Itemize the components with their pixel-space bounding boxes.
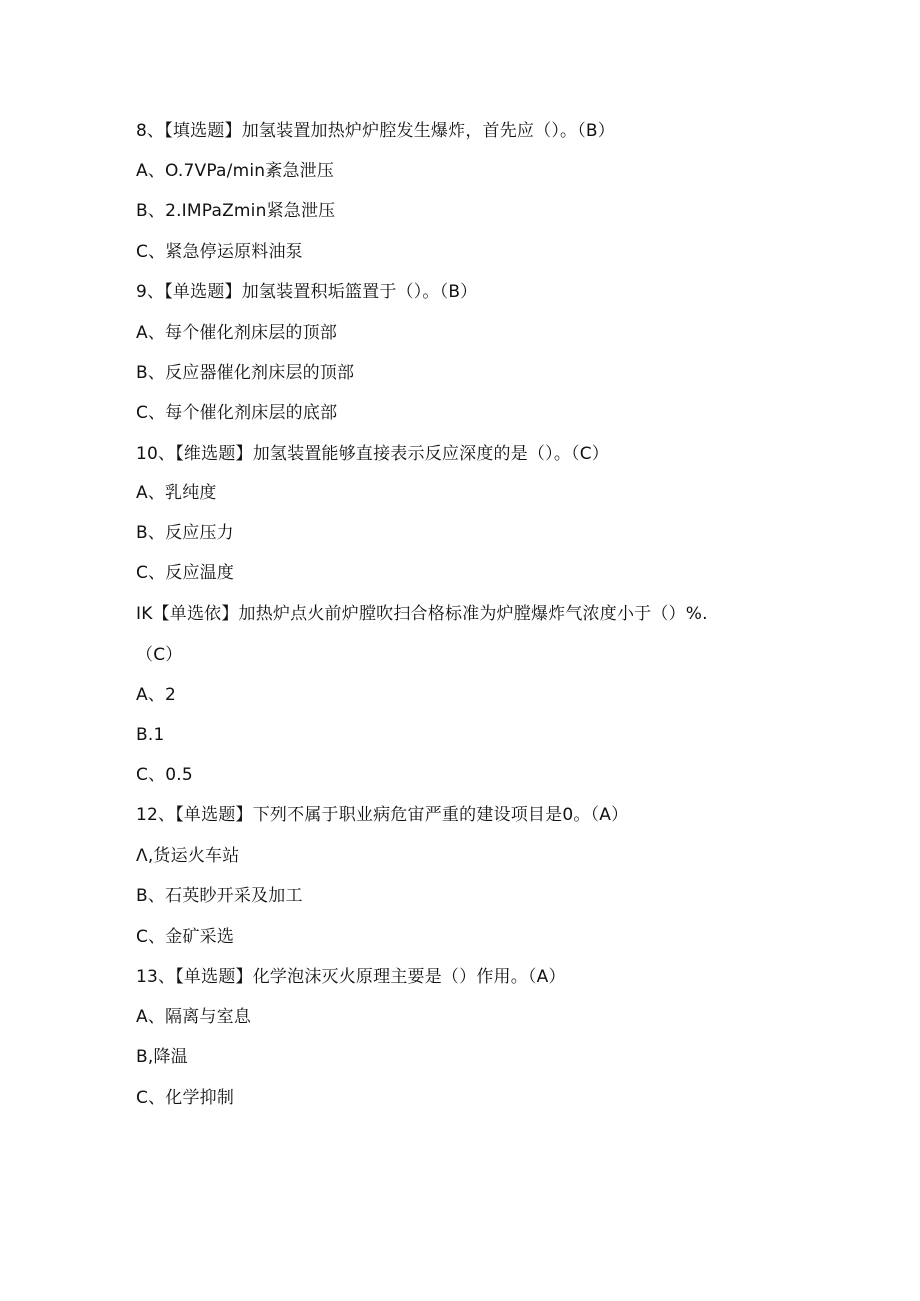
question-10-option-a: A、乳纯度 [136,483,217,503]
question-9-option-a: A、每个催化剂床层的顶部 [136,323,338,343]
question-13-option-c: C、化学抑制 [136,1088,235,1108]
question-13-option-b: B,降温 [136,1047,188,1067]
question-12: 12、【单选题】下列不属于职业病危宙严重的建设项目是0。（A） [136,805,629,825]
question-8-option-b: B、2.IMPaZmin紧急泄压 [136,201,336,221]
question-8-option-a: A、O.7VPa/min紊急泄压 [136,161,335,181]
question-11-option-c: C、0.5 [136,765,193,785]
question-10-option-b: B、反应压力 [136,523,234,543]
question-12-option-b: B、石英眇开采及加工 [136,886,303,906]
question-13: 13、【单选题】化学泡沫灭火原理主要是（）作用。（A） [136,967,566,987]
question-11: IK【单选依】加热炉点火前炉膛吹扫合格标准为炉膛爆炸气浓度小于（）%. [136,604,708,624]
question-9-option-c: C、每个催化剂床层的底部 [136,403,338,423]
question-8-option-c: C、紧急停运原料油泵 [136,242,303,262]
question-9-option-b: B、反应器催化剂床层的顶部 [136,363,355,383]
question-10: 10、【维选题】加氢装置能够直接表示反应深度的是（）。（C） [136,444,610,464]
question-9: 9、【单选题】加氢装置积垢篮置于（）。（B） [136,282,478,302]
question-13-option-a: A、隔离与室息 [136,1007,252,1027]
question-10-option-c: C、反应温度 [136,563,235,583]
question-11-answer: （C） [136,645,183,665]
question-11-option-a: A、2 [136,685,177,705]
question-11-option-b: B.1 [136,725,165,745]
question-8: 8、【填选题】加氢装置加热炉炉腔发生爆炸，首先应（）。（B） [136,121,615,141]
question-12-option-c: C、金矿采选 [136,927,235,947]
question-12-option-a: Λ,货运火车站 [136,846,240,866]
